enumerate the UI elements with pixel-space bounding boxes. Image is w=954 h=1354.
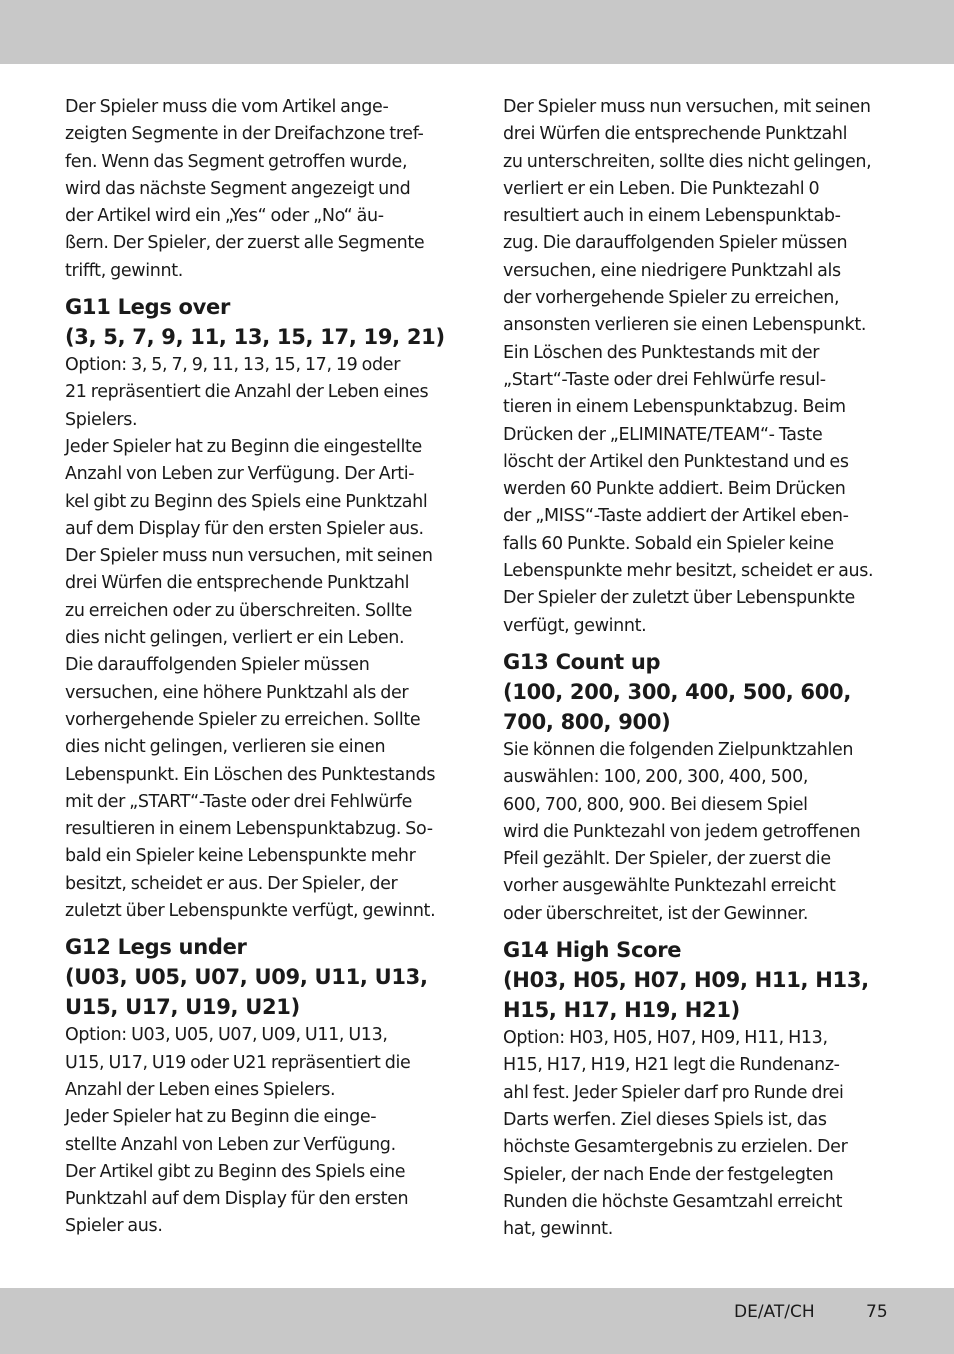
text-line: bald ein Spieler keine Lebenspunkte mehr bbox=[65, 846, 416, 867]
header-band bbox=[0, 0, 954, 64]
heading-line: G12 Legs under bbox=[65, 935, 247, 960]
text-line: der „MISS“-Taste addiert der Artikel eben- bbox=[503, 506, 849, 527]
text-line: ahl fest. Jeder Spieler darf pro Runde drei bbox=[503, 1082, 844, 1103]
heading-line: U15, U17, U19, U21) bbox=[65, 995, 300, 1020]
text-line: vorhergehende Spieler zu erreichen. Sollte bbox=[65, 709, 421, 730]
heading-line: G11 Legs over bbox=[65, 295, 231, 320]
text-line: ansonsten verlieren sie einen Lebenspunkt. bbox=[503, 315, 867, 336]
right-column bbox=[503, 94, 898, 1243]
text-line: auswählen: 100, 200, 300, 400, 500, bbox=[503, 767, 809, 788]
text-line: drei Würfen die entsprechende Punktzahl bbox=[65, 573, 410, 594]
text-line: H15, H17, H19, H21 legt die Rundenanz- bbox=[503, 1055, 840, 1076]
text-line: besitzt, scheidet er aus. Der Spieler, der bbox=[65, 873, 398, 894]
g13-heading bbox=[503, 647, 898, 737]
page-number: 75 bbox=[866, 1302, 888, 1322]
heading-line: G14 High Score bbox=[503, 938, 682, 963]
heading-line: (H03, H05, H07, H09, H11, H13, bbox=[503, 968, 869, 993]
text-line: der vorhergehende Spieler zu erreichen, bbox=[503, 288, 840, 309]
heading-line: (3, 5, 7, 9, 11, 13, 15, 17, 19, 21) bbox=[65, 325, 445, 350]
text-line: Option: 3, 5, 7, 9, 11, 13, 15, 17, 19 oder bbox=[65, 355, 401, 376]
text-line: Option: U03, U05, U07, U09, U11, U13, bbox=[65, 1025, 388, 1046]
text-line: zug. Die darauffolgenden Spieler müssen bbox=[503, 233, 848, 254]
text-line: Sie können die folgenden Zielpunktzahlen bbox=[503, 739, 854, 760]
text-line: Der Spieler muss nun versuchen, mit seinen bbox=[65, 546, 433, 567]
text-line: Punktzahl auf dem Display für den ersten bbox=[65, 1189, 409, 1210]
text-line: Der Spieler der zuletzt über Lebenspunkte bbox=[503, 588, 855, 609]
heading-line: 700, 800, 900) bbox=[503, 709, 671, 734]
heading-line: H15, H17, H19, H21) bbox=[503, 998, 740, 1023]
text-line: resultiert auch in einem Lebenspunktab- bbox=[503, 206, 841, 227]
intro-paragraph bbox=[65, 94, 460, 285]
text-line: verliert er ein Leben. Die Punktezahl 0 bbox=[503, 178, 820, 199]
g14-body bbox=[503, 1025, 898, 1243]
text-line: zu erreichen oder zu überschreiten. Sollte bbox=[65, 600, 412, 621]
g12-body bbox=[65, 1022, 460, 1240]
footer-region-label: DE/AT/CH bbox=[734, 1302, 815, 1322]
text-line: oder überschreitet, ist der Gewinner. bbox=[503, 903, 809, 924]
text-line: fen. Wenn das Segment getroffen wurde, bbox=[65, 151, 408, 172]
text-line: 21 repräsentiert die Anzahl der Leben eines bbox=[65, 382, 429, 403]
text-line: zu unterschreiten, sollte dies nicht gelingen, bbox=[503, 151, 872, 172]
text-line: löscht der Artikel den Punktestand und es bbox=[503, 451, 849, 472]
text-line: stellte Anzahl von Leben zur Verfügung. bbox=[65, 1134, 396, 1155]
g12-continued-body bbox=[503, 94, 898, 640]
text-line: Darts werfen. Ziel dieses Spiels ist, das bbox=[503, 1109, 827, 1130]
text-line: Jeder Spieler hat zu Beginn die eingestellte bbox=[65, 436, 422, 457]
text-line: werden 60 Punkte addiert. Beim Drücken bbox=[503, 479, 846, 500]
text-line: „Start“-Taste oder drei Fehlwürfe resul- bbox=[503, 369, 826, 390]
text-line: Lebenspunkt. Ein Löschen des Punktestands bbox=[65, 764, 436, 785]
text-line: U15, U17, U19 oder U21 repräsentiert die bbox=[65, 1052, 411, 1073]
text-line: Option: H03, H05, H07, H09, H11, H13, bbox=[503, 1028, 828, 1049]
text-line: drei Würfen die entsprechende Punktzahl bbox=[503, 124, 848, 145]
text-line: falls 60 Punkte. Sobald ein Spieler keine bbox=[503, 533, 834, 554]
text-line: zuletzt über Lebenspunkte verfügt, gewinnt. bbox=[65, 901, 436, 922]
g11-body bbox=[65, 352, 460, 925]
text-line: verfügt, gewinnt. bbox=[503, 615, 647, 636]
g14-heading bbox=[503, 935, 898, 1025]
text-line: Drücken der „ELIMINATE/TEAM“- Taste bbox=[503, 424, 823, 445]
text-line: versuchen, eine niedrigere Punktzahl als bbox=[503, 260, 841, 281]
text-line: Anzahl von Leben zur Verfügung. Der Arti- bbox=[65, 464, 415, 485]
heading-line: (100, 200, 300, 400, 500, 600, bbox=[503, 679, 852, 704]
text-line: der Artikel wird ein „Yes“ oder „No“ äu- bbox=[65, 206, 384, 227]
text-line: dies nicht gelingen, verliert er ein Leben. bbox=[65, 628, 405, 649]
text-line: Runden die höchste Gesamtzahl erreicht bbox=[503, 1191, 843, 1212]
text-line: trifft, gewinnt. bbox=[65, 260, 183, 281]
text-line: auf dem Display für den ersten Spieler aus. bbox=[65, 518, 424, 539]
text-line: Die darauffolgenden Spieler müssen bbox=[65, 655, 370, 676]
text-line: Lebenspunkte mehr besitzt, scheidet er aus. bbox=[503, 561, 874, 582]
text-line: zeigten Segmente in der Dreifachzone tref- bbox=[65, 124, 424, 145]
text-line: Spielers. bbox=[65, 409, 138, 430]
text-line: ßern. Der Spieler, der zuerst alle Segmente bbox=[65, 233, 425, 254]
text-line: vorher ausgewählte Punktezahl erreicht bbox=[503, 876, 836, 897]
g11-heading bbox=[65, 292, 460, 352]
text-line: 600, 700, 800, 900. Bei diesem Spiel bbox=[503, 794, 808, 815]
text-line: wird das nächste Segment angezeigt und bbox=[65, 178, 411, 199]
text-line: Spieler, der nach Ende der festgelegten bbox=[503, 1164, 834, 1185]
text-line: versuchen, eine höhere Punktzahl als der bbox=[65, 682, 409, 703]
text-line: Der Artikel gibt zu Beginn des Spiels eine bbox=[65, 1161, 406, 1182]
text-line: kel gibt zu Beginn des Spiels eine Punktzahl bbox=[65, 491, 428, 512]
text-line: Ein Löschen des Punktestands mit der bbox=[503, 342, 820, 363]
text-line: resultieren in einem Lebenspunktabzug. So- bbox=[65, 819, 433, 840]
heading-line: G13 Count up bbox=[503, 649, 661, 674]
text-line: Anzahl der Leben eines Spielers. bbox=[65, 1079, 336, 1100]
heading-line: (U03, U05, U07, U09, U11, U13, bbox=[65, 965, 428, 990]
text-line: höchste Gesamtergebnis zu erzielen. Der bbox=[503, 1137, 848, 1158]
text-line: dies nicht gelingen, verlieren sie einen bbox=[65, 737, 386, 758]
text-line: Der Spieler muss die vom Artikel ange- bbox=[65, 97, 389, 117]
text-line: Spieler aus. bbox=[65, 1216, 163, 1237]
left-column bbox=[65, 94, 460, 1241]
text-line: Pfeil gezählt. Der Spieler, der zuerst die bbox=[503, 849, 831, 870]
text-line: wird die Punktezahl von jedem getroffenen bbox=[503, 821, 861, 842]
text-line: hat, gewinnt. bbox=[503, 1219, 613, 1240]
text-line: mit der „START“-Taste oder drei Fehlwürfe bbox=[65, 791, 413, 812]
text-line: tieren in einem Lebenspunktabzug. Beim bbox=[503, 397, 846, 418]
text-line: Der Spieler muss nun versuchen, mit seinen bbox=[503, 97, 871, 117]
g12-heading bbox=[65, 932, 460, 1022]
text-line: Jeder Spieler hat zu Beginn die einge- bbox=[65, 1107, 377, 1128]
g13-body bbox=[503, 737, 898, 928]
